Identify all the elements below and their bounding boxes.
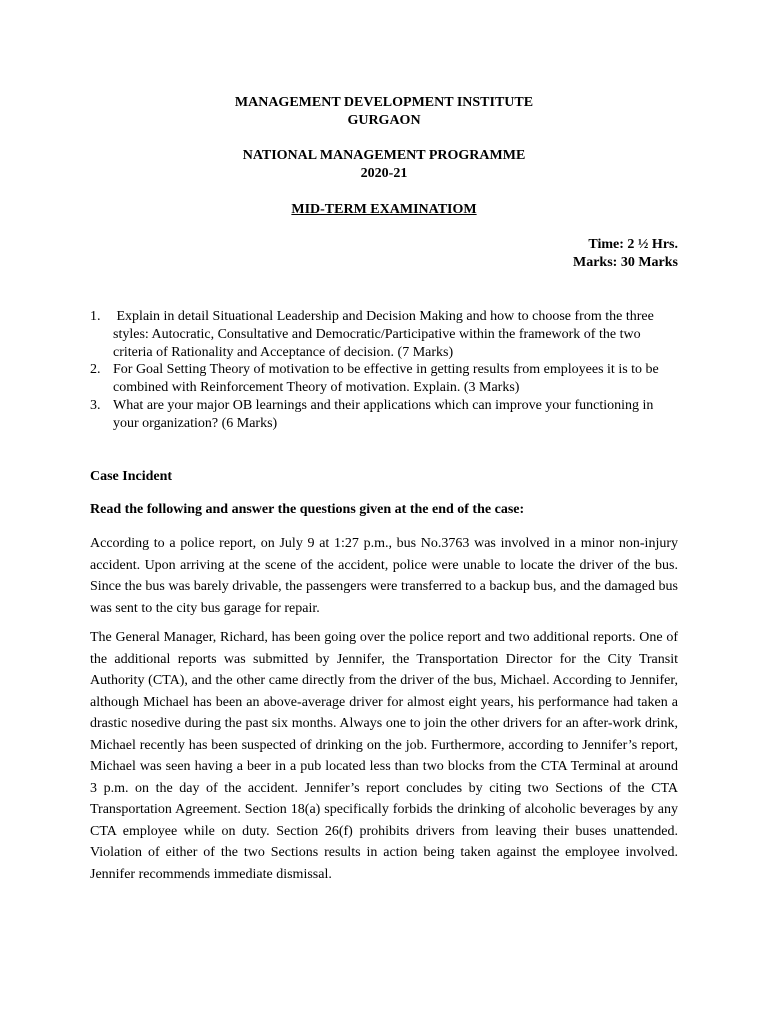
question-list [90, 308, 680, 433]
question-item [90, 308, 680, 361]
question-text: For Goal Setting Theory of motivation to be effective in getting results from employees it is to be combined with Reinforcement Theory of motivation. Explain. (3 Marks) [113, 362, 659, 396]
question-item [90, 397, 680, 433]
case-paragraph-2: The General Manager, Richard, has been going over the police report and two additional reports. One of the additional reports was submitted by Jennifer, the Transportation Director for the City Transit Authority (CTA), and the other came directly from the driver of the bus, Michael. According to Jennifer, although Michael has been an above-average driver for almost eight years, his performance had taken a drastic nosedive during the past six months. Always one to join the other drivers for an after-work drink, Michael recently has been suspected of drinking on the job. Furthermore, according to Jennifer’s report, Michael was seen having a beer in a pub located less than two blocks from the CTA Terminal at around 3 p.m. on the day of the accident. Jennifer’s report concludes by citing two Sections of the CTA Transportation Agreement. Section 18(a) specifically forbids the drinking of alcoholic beverages by any CTA employee while on duty. Section 26(f) prohibits drivers from leaving their buses unattended. Violation of either of the two Sections results in action being taken against the employee involved. Jennifer recommends immediate dismissal. [90, 630, 678, 882]
question-text: Explain in detail Situational Leadership and Decision Making and how to choose from the three styles: Autocratic, Consultative and Democratic/Participative within the framework of the two criteria of Rationality and Acceptance of decision. (7 Marks) [113, 309, 658, 360]
institute-name: MANAGEMENT DEVELOPMENT INSTITUTE [234, 95, 534, 110]
case-heading: Case Incident [90, 469, 173, 484]
question-item [90, 361, 680, 397]
institute-city: GURGAON [347, 113, 421, 128]
question-number: 3. [90, 397, 101, 413]
question-text: What are your major OB learnings and their applications which can improve your functioning in your organization? (6 Marks) [113, 397, 654, 431]
case-instruction: Read the following and answer the questions given at the end of the case: [90, 502, 525, 517]
programme-year: 2020-21 [360, 166, 408, 181]
exam-time: Time: 2 ½ Hrs. [588, 237, 678, 252]
question-number: 2. [90, 362, 101, 378]
question-number: 1. [90, 309, 101, 324]
case-paragraph-1: According to a police report, on July 9 at 1:27 p.m., bus No.3763 was involved in a minor non-injury accident. Upon arriving at the scene of the accident, police were unable to locate the driver of the bus. Since the bus was barely drivable, the passengers were transferred to a backup bus, and the damaged bus was sent to the city bus garage for repair. [90, 536, 678, 616]
programme-name: NATIONAL MANAGEMENT PROGRAMME [242, 148, 526, 163]
exam-marks: Marks: 30 Marks [573, 255, 678, 270]
exam-title: MID-TERM EXAMINATIOM [291, 202, 477, 217]
